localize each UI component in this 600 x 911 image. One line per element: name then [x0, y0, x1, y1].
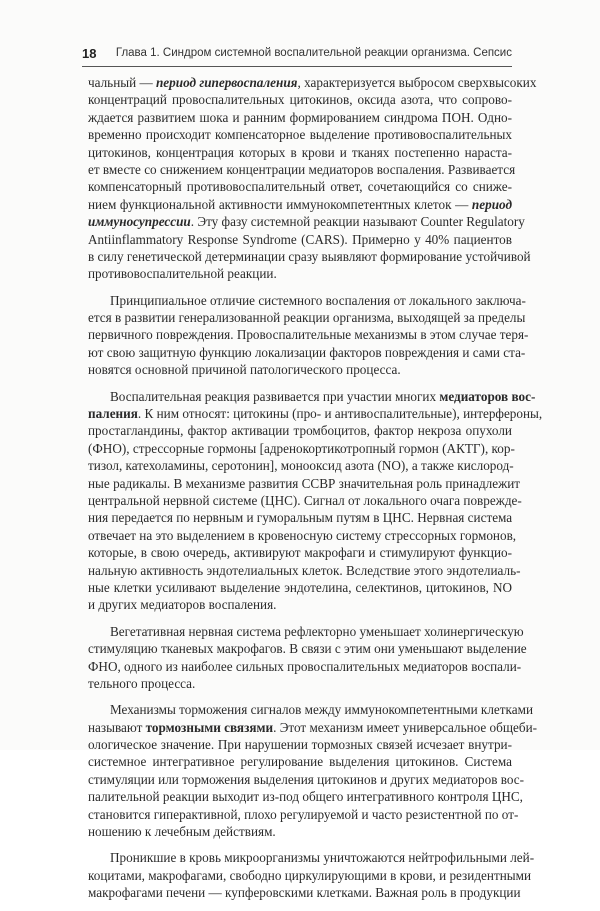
text-run: нальную активность эндотелиальных клеток. Вследствие этого эндотелиаль- [88, 562, 521, 578]
text-line [88, 544, 512, 561]
emphasized-term: период [471, 196, 512, 212]
text-line [88, 422, 512, 439]
text-line [88, 509, 512, 526]
page-header [82, 44, 512, 67]
text-run: первичного повреждения. Провоспалительные механизмы в этом случае теря- [88, 327, 529, 343]
text-run: палительной реакции выходит из-под общего интегративного контроля ЦНС, [88, 789, 523, 805]
text-run: в силу генетической детерминации сразу выявляют формирование устойчивой [88, 248, 531, 264]
text-line [88, 457, 512, 474]
text-line [88, 231, 512, 248]
text-run: ные клетки усиливают выделение эндотелина, селектинов, цитокинов, NO [88, 579, 512, 595]
text-line [88, 361, 512, 378]
page-number: 18 [82, 46, 97, 61]
text-run: компенсаторный противовоспалительный ответ, сочетающийся со сниже- [88, 179, 512, 195]
text-line [88, 292, 526, 309]
text-run: простагландины, фактор активации тромбоцитов, фактор некроза опухоли [88, 423, 512, 439]
emphasized-term: медиаторов вос- [439, 388, 536, 404]
text-run: Antiinflammatory Response Syndrome (CARS). Примерно у 40% пациентов [88, 231, 512, 247]
text-run: Проникшие в кровь микроорганизмы уничтожаются нейтрофильными лей- [110, 850, 535, 866]
text-line [88, 248, 531, 265]
text-run: которые, в свою очередь, активируют макрофаги и стимулируют функцио- [88, 545, 512, 561]
text-run: временно происходит компенсаторное выделение противовоспалительных [88, 127, 512, 143]
text-run: нием функциональной активности иммунокомпетентных клеток — [88, 196, 472, 212]
text-run: ждается развитием шока и ранним формированием синдрома ПОН. Одно- [88, 109, 512, 125]
text-line [88, 178, 512, 195]
text-run: центральной нервной системе (ЦНС). Сигнал от локального очага поврежде- [88, 492, 522, 508]
text-line [88, 596, 512, 613]
text-line [88, 440, 515, 457]
paragraph [88, 701, 538, 840]
text-run: ется в развитии генерализованной реакции организма, выходящей за пределы [88, 310, 526, 326]
text-line [88, 788, 523, 805]
emphasized-term: тормозными связями [145, 719, 274, 735]
text-run: ет вместе со снижением концентрации медиаторов воспаления. Развивается [88, 161, 516, 177]
text-line [88, 91, 512, 108]
text-line [88, 161, 516, 178]
text-run: ФНО, одного из наиболее сильных провоспалительных медиаторов воспали- [88, 658, 522, 674]
emphasized-term: период гипервоспаления [155, 75, 298, 90]
paragraph [88, 292, 529, 379]
paragraph [88, 623, 527, 693]
text-line [88, 736, 512, 753]
text-run: (ФНО), стрессорные гормоны [адренокортикотропный гормон (АКТГ), кор- [88, 440, 515, 456]
text-run: тельного процесса. [88, 675, 196, 691]
text-run: ют свою защитную функцию локализации факторов повреждения и сами ста- [88, 344, 526, 360]
text-run: ные радикалы. В механизме развития ССВР значительная роль принадлежит [88, 475, 521, 491]
text-run: стимуляцию тканевых макрофагов. В связи с этим они уменьшают выделение [88, 641, 527, 657]
text-line [88, 823, 512, 840]
text-line [88, 144, 512, 161]
text-line [88, 74, 537, 91]
text-run: называют [88, 719, 146, 735]
text-run: и других медиаторов воспаления. [88, 597, 277, 613]
text-line [88, 326, 529, 343]
text-run: чальный — [88, 75, 156, 90]
text-line [88, 475, 521, 492]
text-line [88, 196, 512, 213]
paragraph [88, 388, 543, 614]
text-line [88, 806, 519, 823]
text-line [88, 640, 527, 657]
text-line [88, 658, 522, 675]
text-line [88, 527, 517, 544]
text-line [88, 388, 536, 405]
emphasized-term: иммуносупрессии [88, 214, 191, 230]
text-line [88, 719, 538, 736]
text-line [88, 884, 521, 901]
text-run: концентраций провоспалительных цитокинов, оксида азота, что сопрово- [88, 92, 512, 108]
text-line [88, 405, 543, 422]
text-run: новятся основной причиной патологического процесса. [88, 362, 401, 378]
text-run: стимуляции или торможения выделения цитокинов и других медиаторов вос- [88, 771, 525, 787]
text-line [88, 492, 522, 509]
text-run: цитокинов, концентрация которых в крови и тканях постепенно нараста- [88, 144, 512, 160]
text-run: тизол, катехоламины, серотонин], монооксид азота (NO), а также кислород- [88, 458, 514, 474]
text-run: Вегетативная нервная система рефлекторно уменьшает холинергическую [110, 623, 524, 639]
text-line [88, 213, 525, 230]
text-run: ологическое значение. При нарушении тормозных связей исчезает внутри- [88, 737, 512, 753]
text-line [88, 126, 512, 143]
text-run: Воспалительная реакция развивается при участии многих [110, 388, 440, 404]
text-line [88, 623, 524, 640]
text-line [88, 849, 535, 866]
text-line [88, 867, 532, 884]
body-text [88, 74, 543, 911]
text-run: противовоспалительной реакции. [88, 266, 277, 282]
text-line [88, 562, 521, 579]
text-line [88, 753, 512, 770]
text-run: . Этот механизм имеет универсальное общеби- [273, 719, 538, 735]
paragraph [88, 74, 537, 283]
text-run: , характеризуется выбросом сверхвысоких [297, 75, 537, 90]
text-run: Принципиальное отличие системного воспаления от локального заключа- [110, 292, 526, 308]
emphasized-term: паления [88, 406, 138, 422]
text-line [88, 675, 512, 692]
text-line [88, 579, 512, 596]
text-run: Механизмы торможения сигналов между иммунокомпетентными клетками [110, 702, 534, 718]
text-run: отвечает на это выделением в кровеносную систему стрессорных гормонов, [88, 527, 517, 543]
text-line [88, 265, 512, 282]
text-line [88, 109, 512, 126]
text-run: ношению к лечебным действиям. [88, 824, 276, 840]
text-run: . К ним относят: цитокины (про- и антивоспалительные), интерфероны, [137, 406, 543, 422]
running-head: Глава 1. Синдром системной воспалительной реакции организма. Сепсис [115, 47, 512, 59]
text-run: макрофагами печени — купферовскими клетками. Важная роль в продукции [88, 885, 521, 901]
text-run: ния передается по нервным и гуморальным путям в ЦНС. Нервная система [88, 510, 513, 526]
text-run: становится гиперактивной, плохо регулируемой и часто резистентной по от- [88, 806, 519, 822]
paragraph [88, 849, 535, 901]
text-line [88, 771, 525, 788]
text-line [88, 701, 534, 718]
text-line [88, 344, 526, 361]
text-run: коцитами, макрофагами, свободно циркулирующими в крови, и резидентными [88, 867, 532, 883]
text-run: . Эту фазу системной реакции называют Counter Regulatory [190, 214, 525, 230]
text-run: системное интегративное регулирование выделения цитокинов. Система [88, 754, 512, 770]
text-line [88, 309, 526, 326]
